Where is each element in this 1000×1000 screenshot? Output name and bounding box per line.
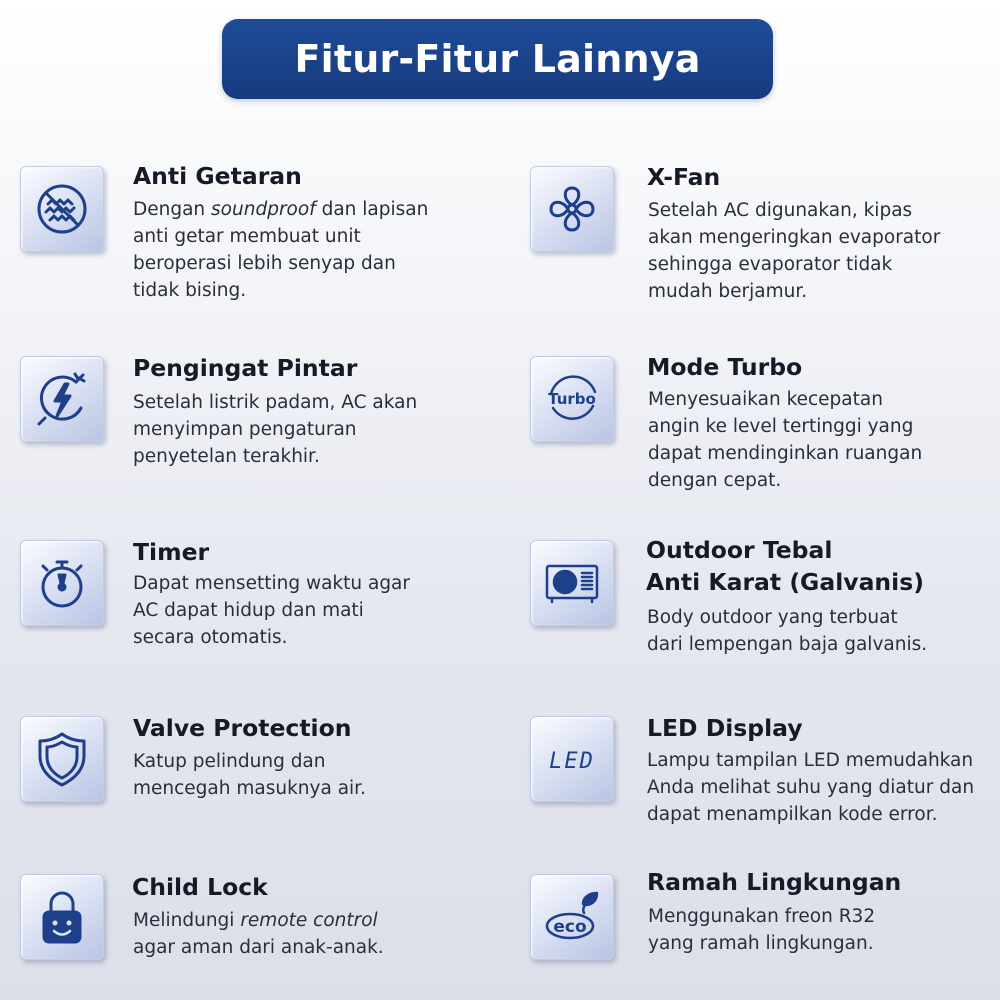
feature-description: Body outdoor yang terbuat dari lempengan baja galvanis. xyxy=(647,607,928,655)
no-vibration-icon xyxy=(20,166,104,252)
child-lock-icon xyxy=(20,874,104,960)
svg-text:LED: LED xyxy=(549,749,595,774)
header-banner xyxy=(222,19,773,99)
feature-description: Menggunakan freon R32 yang ramah lingkungan. xyxy=(648,906,876,954)
svg-text:Turbo: Turbo xyxy=(548,390,596,408)
feature-title-line-2: Anti Karat (Galvanis) xyxy=(646,568,924,596)
feature-title: Valve Protection xyxy=(133,714,352,742)
feature-description: Dapat mensetting waktu agar AC dapat hidup dan mati secara otomatis. xyxy=(133,573,411,648)
feature-description: Setelah listrik padam, AC akan menyimpan pengaturan penyetelan terakhir. xyxy=(133,392,418,467)
feature-description: Lampu tampilan LED memudahkan Anda melihat suhu yang diatur dan dapat menampilkan kode error. xyxy=(647,750,975,825)
feature-title: Pengingat Pintar xyxy=(133,354,358,382)
turbo-icon xyxy=(530,356,614,442)
feature-description: Setelah AC digunakan, kipas akan mengeringkan evaporator sehingga evaporator tidak mudah berjamur. xyxy=(648,200,941,302)
feature-description: Dengan soundproof dan lapisan anti getar membuat unit beroperasi lebih senyap dan tidak bising. xyxy=(133,199,429,301)
feature-title: LED Display xyxy=(647,714,803,742)
shield-icon xyxy=(20,716,104,802)
feature-description: Katup pelindung dan mencegah masuknya air. xyxy=(133,751,366,799)
page-title: Fitur-Fitur Lainnya xyxy=(294,37,701,81)
feature-title: X-Fan xyxy=(647,163,721,191)
eco-leaf-icon xyxy=(530,874,614,960)
feature-title: Mode Turbo xyxy=(647,353,803,381)
outdoor-unit-icon xyxy=(530,540,614,626)
feature-description: Menyesuaikan kecepatan angin ke level tertinggi yang dapat mendinginkan ruangan dengan cepat. xyxy=(648,389,923,491)
svg-text:eco: eco xyxy=(553,917,587,937)
feature-title: Child Lock xyxy=(132,873,268,901)
feature-title: Ramah Lingkungan xyxy=(647,868,902,896)
stopwatch-icon xyxy=(20,540,104,626)
feature-title: Anti Getaran xyxy=(133,162,302,190)
feature-title: Outdoor Tebal xyxy=(646,536,833,564)
feature-title: Timer xyxy=(133,538,210,566)
led-display-icon xyxy=(530,716,614,802)
fan-icon xyxy=(530,166,614,252)
power-plug-icon xyxy=(20,356,104,442)
feature-description: Melindungi remote control agar aman dari anak-anak. xyxy=(133,910,384,958)
